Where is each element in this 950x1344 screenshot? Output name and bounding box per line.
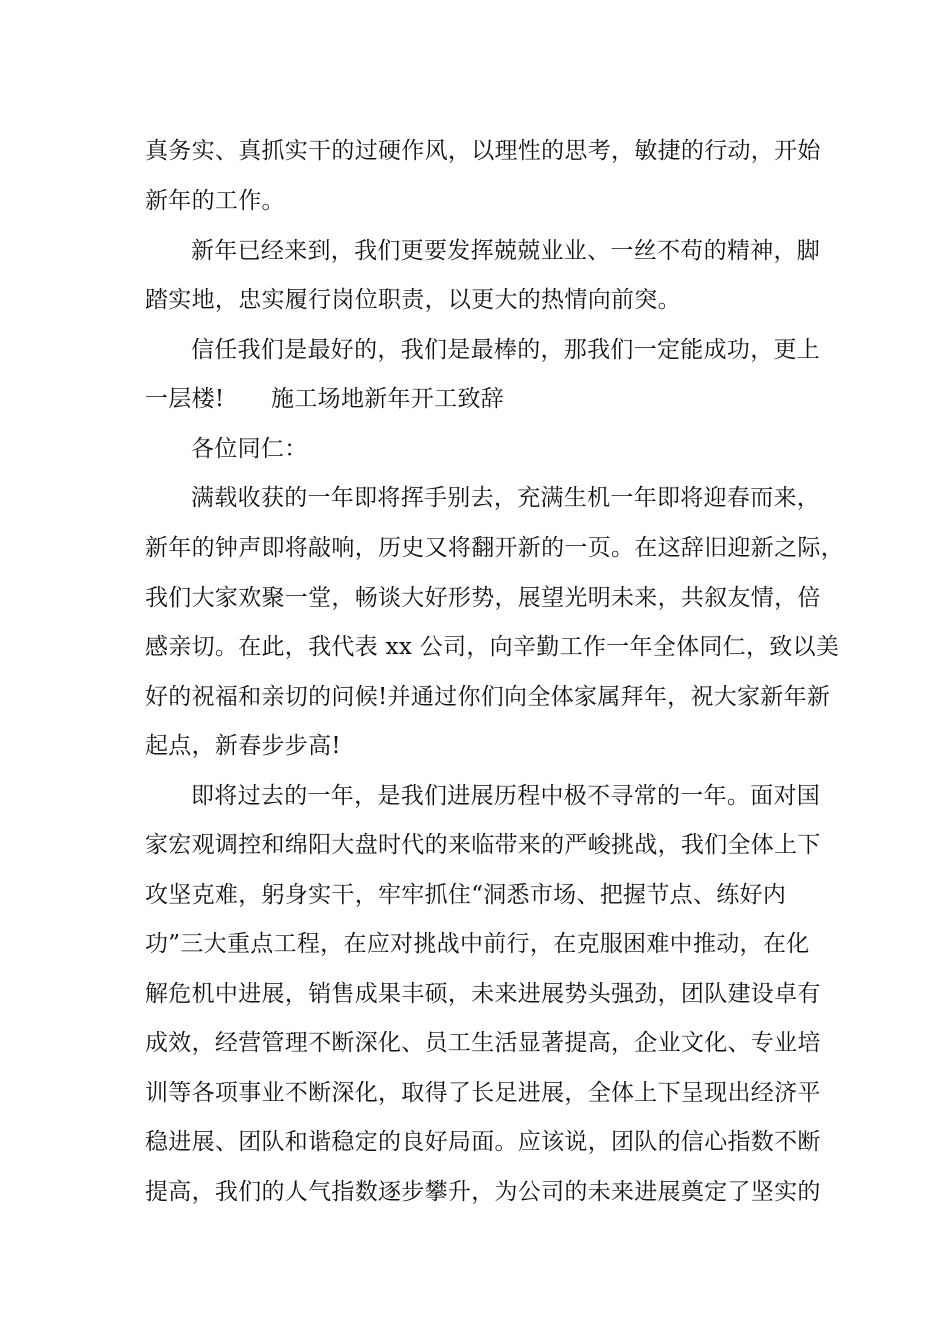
text-line: 好的祝福和亲切的问候!并通过你们向全体家属拜年，祝大家新年新 [145, 684, 831, 710]
text-line: 我们大家欢聚一堂，畅谈大好形势，展望光明未来，共叙友情，倍 [145, 585, 821, 611]
text-line: 即将过去的一年，是我们进展历程中极不寻常的一年。面对国 [191, 783, 821, 809]
text-line: 成效，经营管理不断深化、员工生活显著提高，企业文化、专业培 [145, 1030, 821, 1056]
text-line: 训等各项事业不断深化，取得了长足进展，全体上下呈现出经济平 [145, 1080, 821, 1106]
salutation: 各位同仁： [191, 436, 308, 462]
text-line: 家宏观调控和绵阳大盘时代的来临带来的严峻挑战，我们全体上下 [145, 832, 821, 858]
text-line: 新年的钟声即将敲响，历史又将翻开新的一页。在这辞旧迎新之际， [145, 535, 844, 561]
text-line: 满载收获的一年即将挥手别去，充满生机一年即将迎春而来， [191, 485, 821, 511]
text-line: 稳进展、团队和谐稳定的良好局面。应该说，团队的信心指数不断 [145, 1129, 821, 1155]
text-line: 攻坚克难，躬身实干，牢牢抓住“洞悉市场、把握节点、练好内 [145, 882, 787, 908]
text-line: 信任我们是最好的，我们是最棒的，那我们一定能成功，更上 [191, 337, 821, 363]
text-line: 新年的工作。 [145, 188, 285, 214]
text-line: 感亲切。在此，我代表 xx 公司，向辛勤工作一年全体同仁，致以美 [145, 634, 840, 660]
text-line: 解危机中进展，销售成果丰硕，未来进展势头强劲，团队建设卓有 [145, 981, 821, 1007]
text-line: 提高，我们的人气指数逐步攀升，为公司的未来进展奠定了坚实的 [145, 1179, 821, 1205]
text-line: 真务实、真抓实干的过硬作风，以理性的思考，敏捷的行动，开始 [145, 138, 821, 164]
text-line: 功”三大重点工程，在应对挑战中前行，在克服困难中推动，在化 [145, 931, 810, 957]
text-line: 起点，新春步步高! [145, 733, 341, 759]
text-line: 踏实地，忠实履行岗位职责，以更大的热情向前突。 [145, 287, 681, 313]
text-line: 新年已经来到，我们更要发挥兢兢业业、一丝不苟的精神，脚 [191, 238, 821, 264]
text-line: 一层楼! 施工场地新年开工致辞 [145, 386, 505, 412]
